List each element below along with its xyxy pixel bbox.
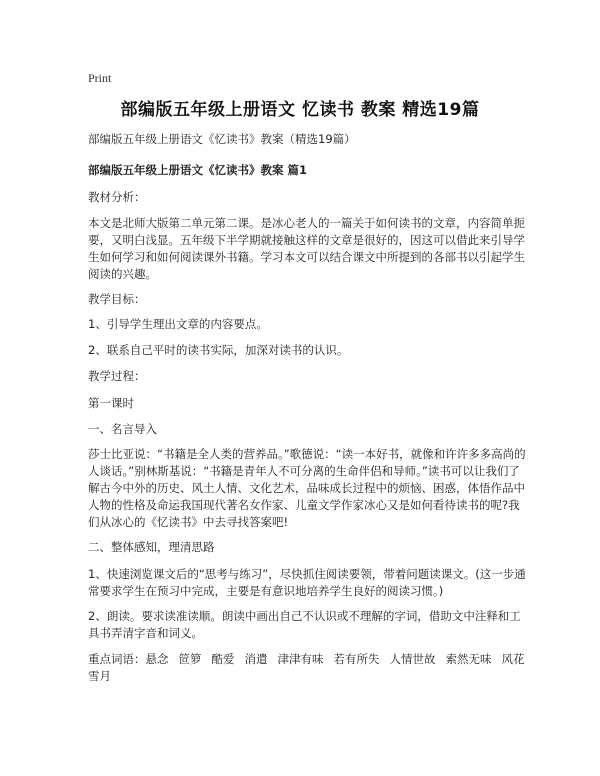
vocab-word: 若有所失	[333, 652, 380, 666]
vocab-word: 消遣	[244, 652, 268, 666]
vocab-word: 笸箩	[178, 652, 202, 666]
vocab-word: 索然无味	[445, 652, 492, 666]
analysis-heading: 教材分析：	[88, 190, 146, 204]
goal-item-2: 2、联系自己平时的读书实际，加深对读书的认识。	[88, 343, 349, 357]
subtitle: 部编版五年级上册语文《忆读书》教案（精选19篇）	[88, 132, 356, 146]
step-1-paragraph: 1、快速浏览课文后的“思考与练习”，尽快抓住阅读要领，带着问题读课文。(这一步通常要求学生在预习中完成，主要是有意识地培养学生良好的阅读习惯。)	[88, 567, 526, 598]
print-link[interactable]: Print	[88, 71, 112, 85]
vocab-line	[88, 651, 528, 685]
vocab-word: 风花雪月	[88, 652, 525, 683]
part-2-heading: 二、整体感知，理清思路	[88, 540, 215, 554]
vocab-word: 人情世故	[389, 652, 436, 666]
page-title: 部编版五年级上册语文 忆读书 教案 精选19篇	[120, 100, 480, 120]
goals-heading: 教学目标：	[88, 292, 146, 306]
vocab-word: 悬念	[145, 652, 169, 666]
process-heading: 教学过程：	[88, 369, 146, 383]
vocab-word: 酷爱	[211, 652, 235, 666]
section-heading: 部编版五年级上册语文《忆读书》教案 篇1	[88, 163, 308, 177]
quote-paragraph: 莎士比亚说：“书籍是全人类的营养品。”歌德说：“读一本好书，就像和许许多多高尚的人谈话。”别林斯基说：“书籍是青年人不可分离的生命伴侣和导师。”读书可以让我们了解古今中外的历史、风土人情、文化艺术，品味成长过程中的烦恼、困惑，体悟作品中人物的性格及命运我国现代著名女作家、儿童文学作家冰心又是如何看待读书的呢?我们从冰心的《忆读书》中去寻找答案吧!	[88, 447, 526, 529]
step-2-paragraph: 2、朗读。要求读准读顺。朗读中画出自己不认识或不理解的字词，借助文中注释和工具书弄清字音和词义。	[88, 609, 521, 640]
vocab-word: 津津有味	[277, 652, 324, 666]
lesson-heading: 第一课时	[88, 396, 134, 410]
vocab-label: 重点词语：	[88, 652, 146, 666]
part-1-heading: 一、名言导入	[88, 422, 157, 436]
goal-item-1: 1、引导学生理出文章的内容要点。	[88, 317, 268, 331]
analysis-paragraph: 本文是北师大版第二单元第二课。是冰心老人的一篇关于如何读书的文章，内容简单扼要，又明白浅显。五年级下半学期就接触这样的文章是很好的，因这可以借此来引导学生如何学习和如何阅读课外书籍。学习本文可以结合课文中所提到的各部书以引起学生阅读的兴趣。	[88, 216, 525, 281]
